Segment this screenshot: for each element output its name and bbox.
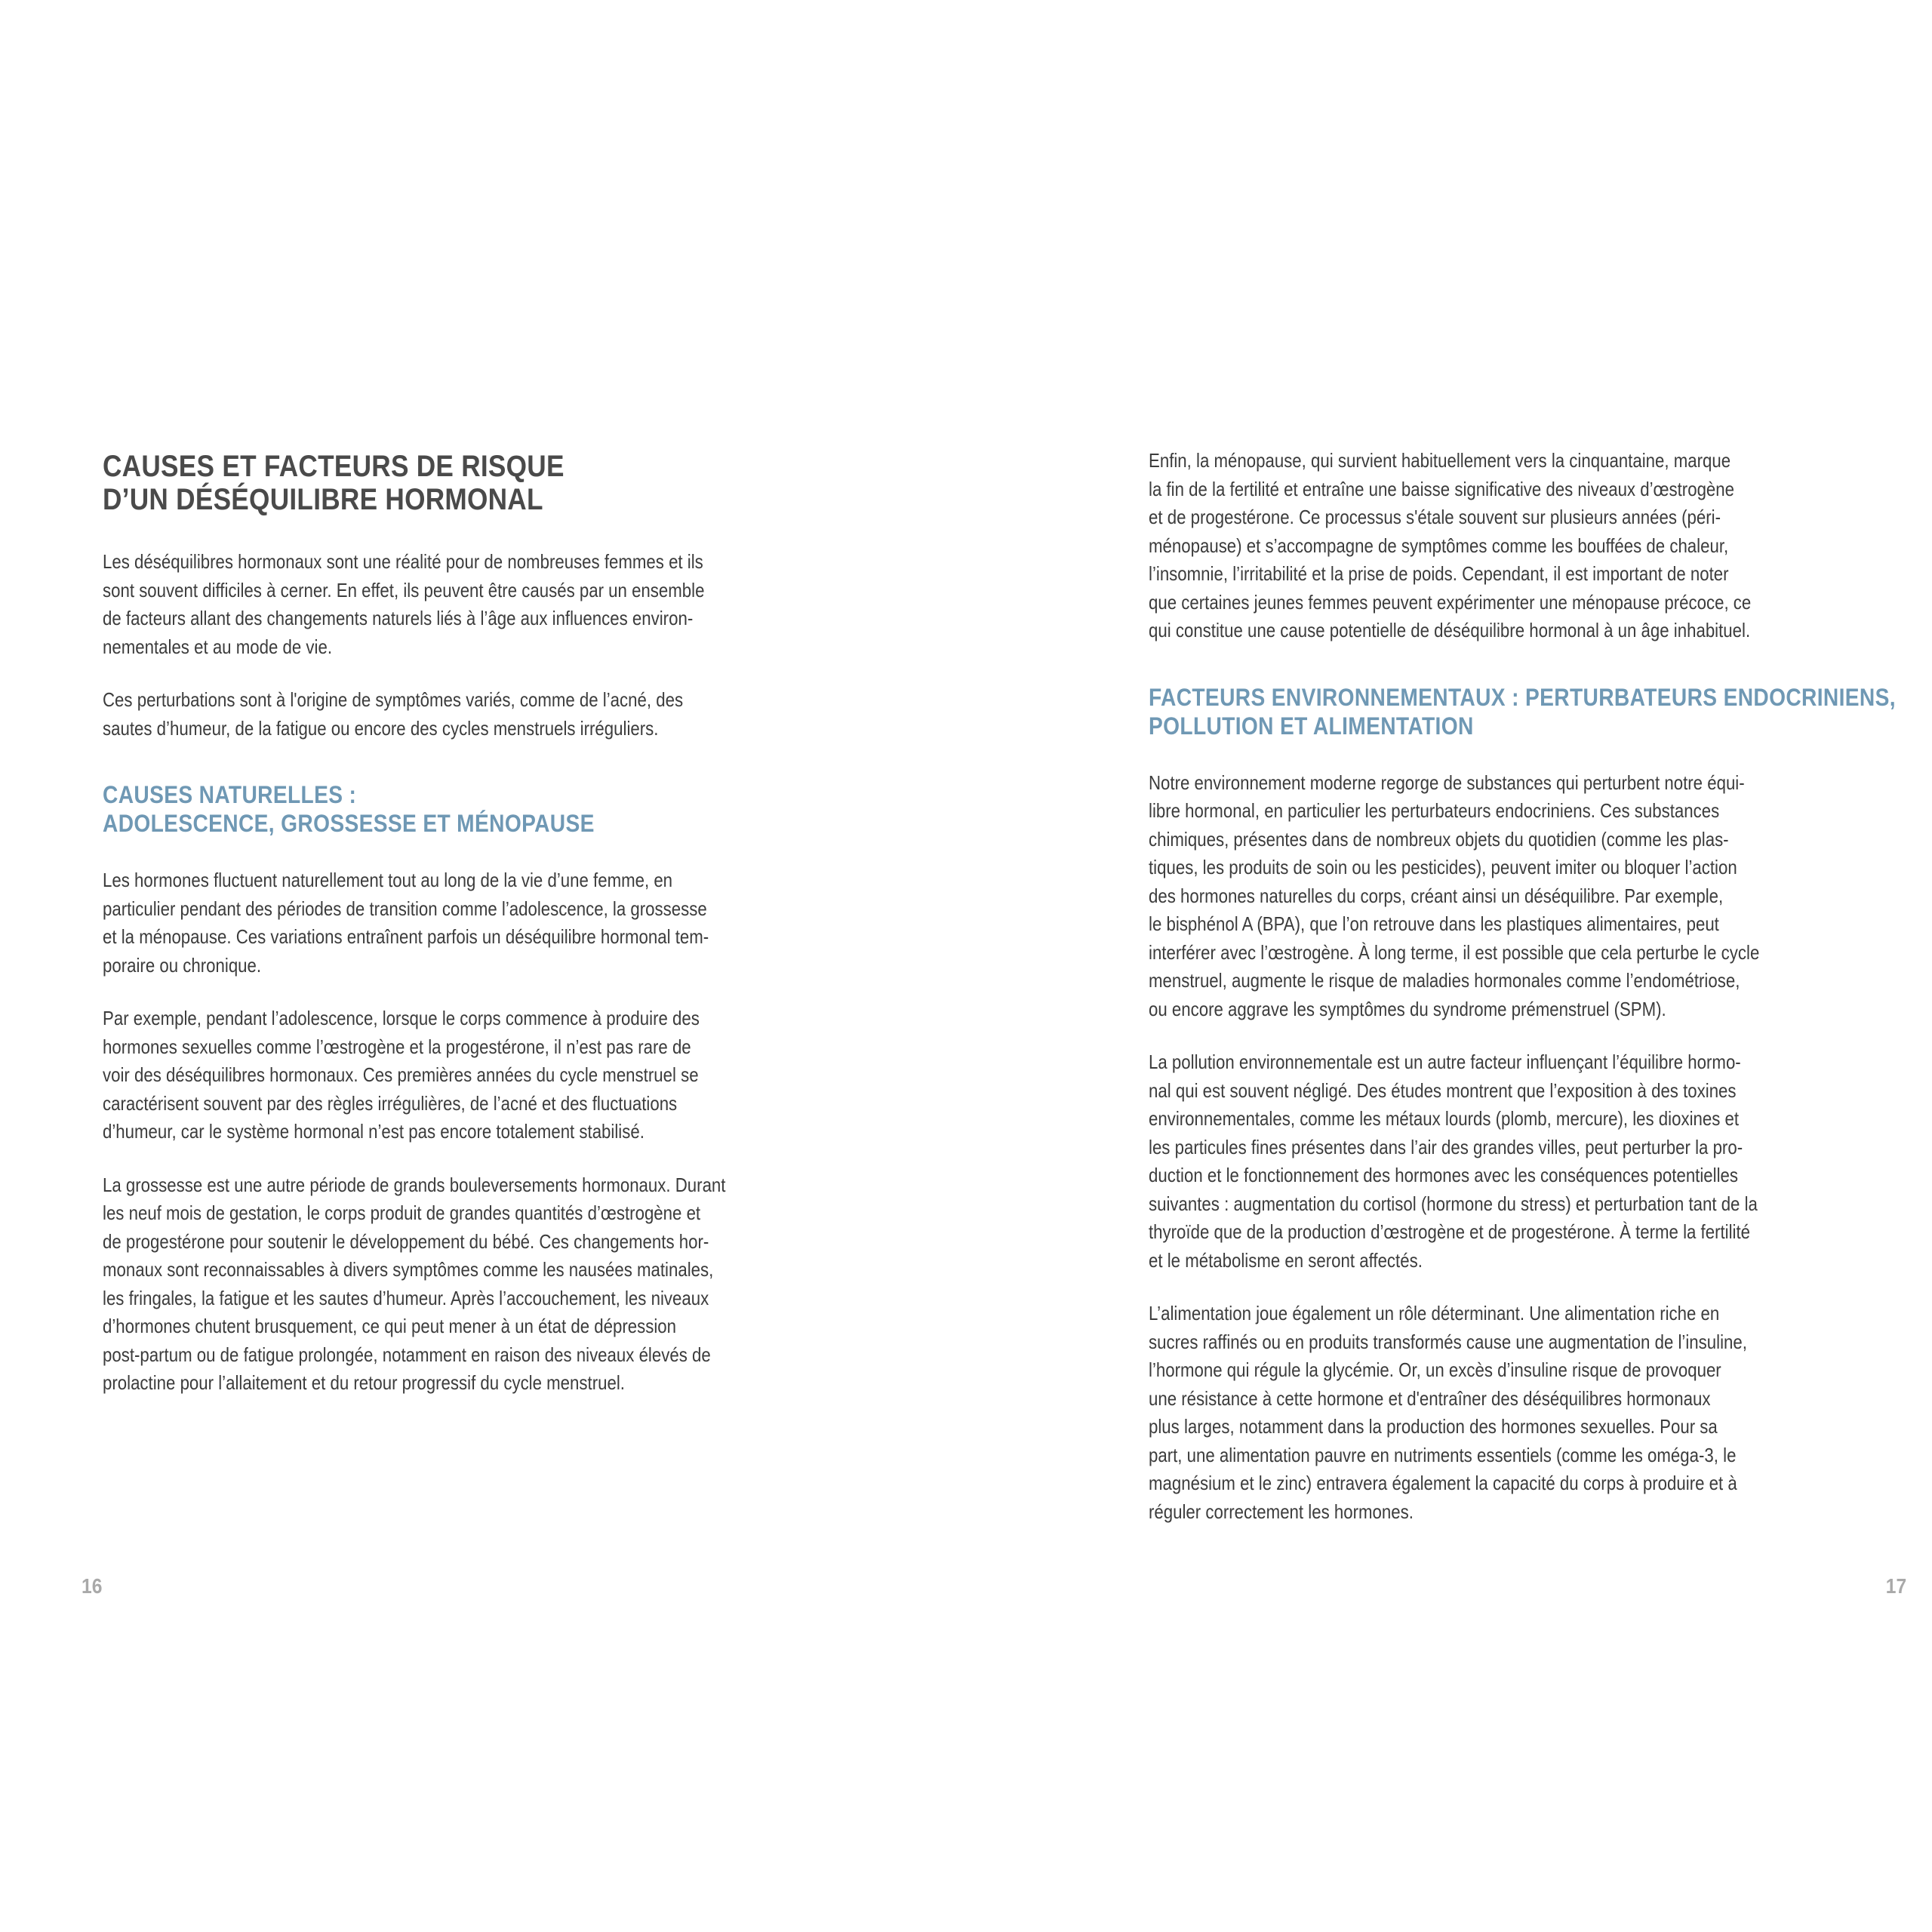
chapter-title-line: CAUSES ET FACTEURS DE RISQUE xyxy=(103,450,565,483)
page-number: 17 xyxy=(1885,1574,1906,1598)
text-line: L’alimentation joue également un rôle déterminant. Une alimentation riche en xyxy=(1149,1302,1720,1324)
section-heading-line: POLLUTION ET ALIMENTATION xyxy=(1149,712,1474,740)
text-line: menstruel, augmente le risque de maladies hormonales comme l’endométriose, xyxy=(1149,969,1740,992)
text-line: et le métabolisme en seront affectés. xyxy=(1149,1248,1423,1272)
text-line: Les hormones fluctuent naturellement tout au long de la vie d’une femme, en xyxy=(103,869,673,891)
body-paragraph xyxy=(103,1004,795,1146)
text-line: suivantes : augmentation du cortisol (hormone du stress) et perturbation tant de la xyxy=(1149,1192,1758,1215)
text-line: particulier pendant des périodes de transition comme l’adolescence, la grossesse xyxy=(103,897,707,920)
text-line: les fringales, la fatigue et les sautes d’humeur. Après l’accouchement, les niveaux xyxy=(103,1286,709,1309)
text-line: qui constitue une cause potentielle de déséquilibre hormonal à un âge inhabituel. xyxy=(1149,619,1751,641)
text-line: Les déséquilibres hormonaux sont une réalité pour de nombreuses femmes et ils xyxy=(103,550,703,573)
text-line: d’humeur, car le système hormonal n’est pas encore totalement stabilisé. xyxy=(103,1120,645,1143)
text-line: thyroïde que de la production d’œstrogène et de progestérone. À terme la fertilité xyxy=(1149,1220,1751,1243)
text-line: sautes d’humeur, de la fatigue ou encore des cycles menstruels irréguliers. xyxy=(103,716,659,740)
text-line: La pollution environnementale est un autre facteur influençant l’équilibre hormo- xyxy=(1149,1051,1741,1073)
section-heading-line: FACTEURS ENVIRONNEMENTAUX : PERTURBATEURS ENDOCRINIENS, xyxy=(1149,683,1896,711)
text-line: une résistance à cette hormone et d'entraîner des déséquilibres hormonaux xyxy=(1149,1386,1711,1410)
body-paragraph xyxy=(1149,769,1841,1024)
body-paragraph xyxy=(103,866,795,980)
text-line: de progestérone pour soutenir le développement du bébé. Ces changements hor- xyxy=(103,1229,709,1253)
right-text-column xyxy=(1149,447,1896,1551)
text-line: tiques, les produits de soin ou les pesticides), peuvent imiter ou bloquer l’action xyxy=(1149,856,1737,878)
text-line: Ces perturbations sont à l'origine de symptômes variés, comme de l’acné, des xyxy=(103,688,684,711)
text-line: part, une alimentation pauvre en nutriments essentiels (comme les oméga-3, le xyxy=(1149,1443,1737,1466)
chapter-title-line: D’UN DÉSÉQUILIBRE HORMONAL xyxy=(103,483,543,516)
text-line: ménopause) et s’accompagne de symptômes comme les bouffées de chaleur, xyxy=(1149,534,1729,557)
body-paragraph xyxy=(1149,1048,1841,1275)
text-line: la fin de la fertilité et entraîne une baisse significative des niveaux d’œstrogène xyxy=(1149,477,1735,500)
text-line: Notre environnement moderne regorge de substances qui perturbent notre équi- xyxy=(1149,771,1745,794)
section-heading-natural-causes xyxy=(103,780,712,838)
intro-paragraph xyxy=(103,548,795,661)
text-line: prolactine pour l’allaitement et du retour progressif du cycle menstruel. xyxy=(103,1371,625,1394)
text-line: de facteurs allant des changements naturels liés à l’âge aux influences environ- xyxy=(103,607,694,629)
text-line: chimiques, présentes dans de nombreux objets du quotidien (comme les plas- xyxy=(1149,827,1729,851)
text-line: Enfin, la ménopause, qui survient habituellement vers la cinquantaine, marque xyxy=(1149,449,1731,472)
text-line: et la ménopause. Ces variations entraînent parfois un déséquilibre hormonal tem- xyxy=(103,925,709,948)
text-line: d’hormones chutent brusquement, ce qui peut mener à un état de dépression xyxy=(103,1315,677,1337)
body-paragraph xyxy=(1149,447,1841,645)
text-line: monaux sont reconnaissables à divers symptômes comme les nausées matinales, xyxy=(103,1258,714,1281)
right-page xyxy=(966,0,1932,1932)
text-line: nementales et au mode de vie. xyxy=(103,635,333,658)
text-line: les particules fines présentes dans l’air des grandes villes, peut perturber la pro- xyxy=(1149,1135,1743,1158)
text-line: nal qui est souvent négligé. Des études montrent que l’exposition à des toxines xyxy=(1149,1078,1737,1102)
section-heading-line: ADOLESCENCE, GROSSESSE ET MÉNOPAUSE xyxy=(103,810,595,837)
text-line: des hormones naturelles du corps, créant ainsi un déséquilibre. Par exemple, xyxy=(1149,884,1724,907)
text-line: sont souvent difficiles à cerner. En effet, ils peuvent être causés par un ensemble xyxy=(103,578,705,601)
text-line: l’hormone qui régule la glycémie. Or, un excès d’insuline risque de provoquer xyxy=(1149,1358,1721,1381)
text-line: poraire ou chronique. xyxy=(103,953,262,977)
text-line: magnésium et le zinc) entravera également la capacité du corps à produire et à xyxy=(1149,1472,1737,1494)
section-heading-environmental-factors xyxy=(1149,683,1896,740)
left-text-column xyxy=(103,450,795,1423)
text-line: Par exemple, pendant l’adolescence, lorsque le corps commence à produire des xyxy=(103,1007,700,1029)
text-line: duction et le fonctionnement des hormones avec les conséquences potentielles xyxy=(1149,1164,1739,1186)
text-line: et de progestérone. Ce processus s'étale souvent sur plusieurs années (péri- xyxy=(1149,506,1721,528)
section-heading-line: CAUSES NATURELLES : xyxy=(103,781,357,808)
text-line: interférer avec l’œstrogène. À long terme, il est possible que cela perturbe le cycle xyxy=(1149,940,1760,964)
text-line: La grossesse est une autre période de grands bouleversements hormonaux. Durant xyxy=(103,1173,726,1196)
text-line: ou encore aggrave les symptômes du syndrome prémenstruel (SPM). xyxy=(1149,997,1666,1020)
text-line: environnementales, comme les métaux lourds (plomb, mercure), les dioxines et xyxy=(1149,1107,1740,1130)
body-paragraph xyxy=(1149,1300,1841,1526)
text-line: sucres raffinés ou en produits transformés cause une augmentation de l’insuline, xyxy=(1149,1330,1747,1353)
text-line: hormones sexuelles comme l’œstrogène et la progestérone, il n’est pas rare de xyxy=(103,1035,691,1058)
text-line: plus larges, notamment dans la production des hormones sexuelles. Pour sa xyxy=(1149,1415,1718,1438)
intro-paragraph xyxy=(103,686,795,743)
text-line: voir des déséquilibres hormonaux. Ces premières années du cycle menstruel se xyxy=(103,1063,699,1086)
text-line: caractérisent souvent par des règles irrégulières, de l’acné et des fluctuations xyxy=(103,1091,678,1115)
text-line: le bisphénol A (BPA), que l’on retrouve dans les plastiques alimentaires, peut xyxy=(1149,912,1719,935)
text-line: que certaines jeunes femmes peuvent expérimenter une ménopause précoce, ce xyxy=(1149,590,1752,614)
page-number: 16 xyxy=(82,1574,103,1598)
chapter-title xyxy=(103,450,712,516)
text-line: réguler correctement les hormones. xyxy=(1149,1500,1414,1523)
body-paragraph xyxy=(103,1171,795,1398)
text-line: post-partum ou de fatigue prolongée, notamment en raison des niveaux élevés de xyxy=(103,1343,711,1366)
text-line: les neuf mois de gestation, le corps produit de grandes quantités d’œstrogène et xyxy=(103,1201,701,1224)
text-line: libre hormonal, en particulier les perturbateurs endocriniens. Ces substances xyxy=(1149,799,1720,822)
text-line: l’insomnie, l’irritabilité et la prise de poids. Cependant, il est important de noter xyxy=(1149,562,1729,585)
